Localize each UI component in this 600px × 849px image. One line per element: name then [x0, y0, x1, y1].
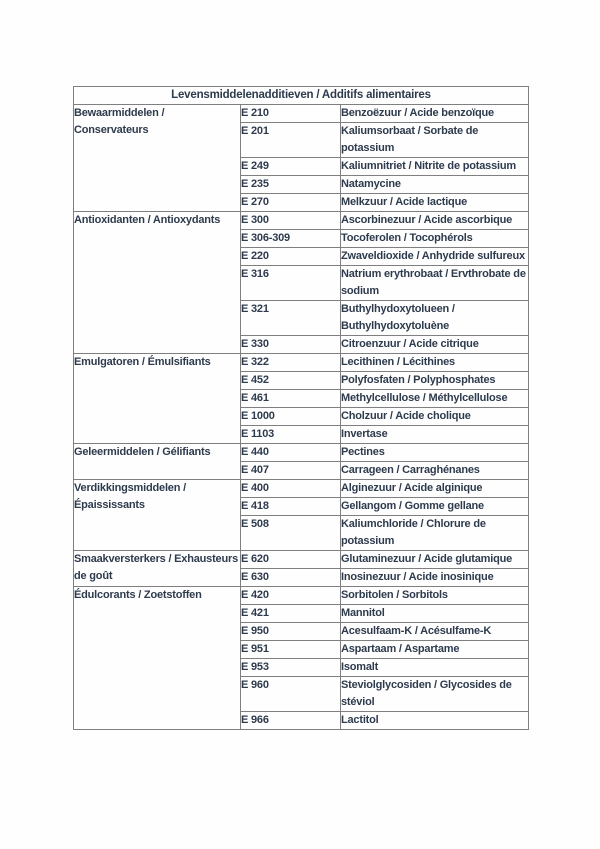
category-cell: Édulcorants / Zoetstoffen [74, 587, 241, 730]
ecode-cell: E 953 [241, 659, 341, 677]
ecode-cell: E 322 [241, 354, 341, 372]
table-row [74, 354, 529, 372]
name-cell: Citroenzuur / Acide citrique [341, 336, 529, 354]
ecode-cell: E 950 [241, 623, 341, 641]
name-cell: Aspartaam / Aspartame [341, 641, 529, 659]
name-cell: Alginezuur / Acide alginique [341, 480, 529, 498]
ecode-cell: E 220 [241, 248, 341, 266]
name-cell: Isomalt [341, 659, 529, 677]
ecode-cell: E 400 [241, 480, 341, 498]
ecode-cell: E 407 [241, 462, 341, 480]
ecode-cell: E 1103 [241, 426, 341, 444]
name-cell: Inosinezuur / Acide inosinique [341, 569, 529, 587]
ecode-cell: E 270 [241, 194, 341, 212]
ecode-cell: E 440 [241, 444, 341, 462]
ecode-cell: E 235 [241, 176, 341, 194]
table-row [74, 587, 529, 605]
ecode-cell: E 421 [241, 605, 341, 623]
name-cell: Natrium erythrobaat / Ervthrobate de sodium [341, 266, 529, 301]
name-cell: Pectines [341, 444, 529, 462]
ecode-cell: E 330 [241, 336, 341, 354]
name-cell: Acesulfaam-K / Acésulfame-K [341, 623, 529, 641]
category-cell: Geleermiddelen / Gélifiants [74, 444, 241, 480]
category-cell: Smaakversterkers / Exhausteurs de goût [74, 551, 241, 587]
name-cell: Gellangom / Gomme gellane [341, 498, 529, 516]
name-cell: Steviolglycosiden / Glycosides de stéviol [341, 677, 529, 712]
ecode-cell: E 316 [241, 266, 341, 301]
ecode-cell: E 452 [241, 372, 341, 390]
ecode-cell: E 201 [241, 123, 341, 158]
name-cell: Natamycine [341, 176, 529, 194]
name-cell: Benzoëzuur / Acide benzoïque [341, 105, 529, 123]
table-body [74, 105, 529, 730]
ecode-cell: E 951 [241, 641, 341, 659]
name-cell: Invertase [341, 426, 529, 444]
table-row [74, 444, 529, 462]
name-cell: Lecithinen / Lécithines [341, 354, 529, 372]
name-cell: Mannitol [341, 605, 529, 623]
additives-table [73, 86, 529, 730]
ecode-cell: E 418 [241, 498, 341, 516]
ecode-cell: E 966 [241, 712, 341, 730]
name-cell: Zwaveldioxide / Anhydride sulfureux [341, 248, 529, 266]
ecode-cell: E 249 [241, 158, 341, 176]
ecode-cell: E 508 [241, 516, 341, 551]
name-cell: Kaliumchloride / Chlorure de potassium [341, 516, 529, 551]
table-title-row [74, 87, 529, 105]
name-cell: Kaliumsorbaat / Sorbate de potassium [341, 123, 529, 158]
ecode-cell: E 321 [241, 301, 341, 336]
category-cell: Emulgatoren / Émulsifiants [74, 354, 241, 444]
table-row [74, 105, 529, 123]
ecode-cell: E 300 [241, 212, 341, 230]
table-row [74, 480, 529, 498]
name-cell: Buthylhydoxytolueen / Buthylhydoxytoluène [341, 301, 529, 336]
ecode-cell: E 620 [241, 551, 341, 569]
ecode-cell: E 461 [241, 390, 341, 408]
name-cell: Melkzuur / Acide lactique [341, 194, 529, 212]
category-cell: Verdikkingsmiddelen / Épaississants [74, 480, 241, 551]
name-cell: Sorbitolen / Sorbitols [341, 587, 529, 605]
category-cell: Bewaarmiddelen / Conservateurs [74, 105, 241, 212]
name-cell: Tocoferolen / Tocophérols [341, 230, 529, 248]
name-cell: Methylcellulose / Méthylcellulose [341, 390, 529, 408]
name-cell: Polyfosfaten / Polyphosphates [341, 372, 529, 390]
name-cell: Lactitol [341, 712, 529, 730]
category-cell: Antioxidanten / Antioxydants [74, 212, 241, 354]
ecode-cell: E 306-309 [241, 230, 341, 248]
name-cell: Carrageen / Carraghénanes [341, 462, 529, 480]
table-row [74, 551, 529, 569]
ecode-cell: E 1000 [241, 408, 341, 426]
name-cell: Kaliumnitriet / Nitrite de potassium [341, 158, 529, 176]
ecode-cell: E 630 [241, 569, 341, 587]
name-cell: Ascorbinezuur / Acide ascorbique [341, 212, 529, 230]
ecode-cell: E 420 [241, 587, 341, 605]
ecode-cell: E 210 [241, 105, 341, 123]
table-row [74, 212, 529, 230]
name-cell: Glutaminezuur / Acide glutamique [341, 551, 529, 569]
ecode-cell: E 960 [241, 677, 341, 712]
name-cell: Cholzuur / Acide cholique [341, 408, 529, 426]
table-title: Levensmiddelenadditieven / Additifs alimentaires [74, 87, 529, 105]
